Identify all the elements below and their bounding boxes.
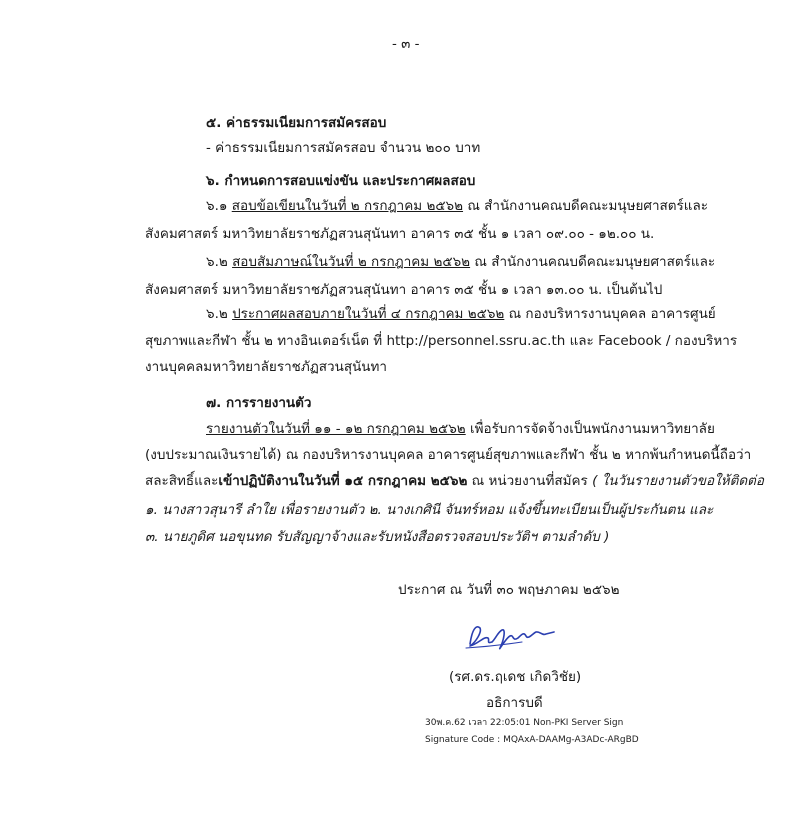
item-6-1-line-1 <box>206 196 708 216</box>
report-start-date: เข้าปฏิบัติงานในวันที่ ๑๕ กรกฎาคม ๒๕๖๒ <box>218 473 468 489</box>
handwritten-signature <box>462 618 562 656</box>
announce-date: ประกาศ ณ วันที่ ๓๐ พฤษภาคม ๒๕๖๒ <box>398 582 620 598</box>
report-contacts-line-1: ๑. นางสาวสุนารี ลำใย เพื่อรายงานตัว ๒. นางเกศินี จันทร์หอม แจ้งขึ้นทะเบียนเป็นผู้ประกันตน และ <box>145 502 714 518</box>
page-number: - ๓ - <box>392 36 420 52</box>
report-line-2: (งบประมาณเงินรายได้) ณ กองบริหารงานบุคคล อาคารศูนย์สุขภาพและกีฬา ชั้น ๒ หากพ้นกำหนดนี้ถือว่า <box>145 447 752 463</box>
item-6-3-line-1 <box>206 304 716 324</box>
item-6-3-line-3: งานบุคคลมหาวิทยาลัยราชภัฏสวนสุนันทา <box>145 359 388 375</box>
signatory-position: อธิการบดี <box>486 695 543 711</box>
item-6-1-number: ๖.๑ <box>206 198 232 214</box>
item-6-1-line-2: สังคมศาสตร์ มหาวิทยาลัยราชภัฏสวนสุนันทา อาคาร ๓๕ ชั้น ๑ เวลา ๐๙.๐๐ - ๑๒.๐๐ น. <box>145 226 655 242</box>
report-contact-note: ( ในวันรายงานตัวขอให้ติดต่อ <box>592 473 765 489</box>
report-line-1 <box>206 419 715 439</box>
item-6-3-line-2: สุขภาพและกีฬา ชั้น ๒ ทางอินเตอร์เน็ต ที่ http://personnel.ssru.ac.th และ Facebook / กองบริหาร <box>145 333 738 349</box>
signature-code: Signature Code : MQAxA-DAAMg-A3ADc-ARgBD <box>425 735 639 745</box>
item-6-2-date: สอบสัมภาษณ์ในวันที่ ๒ กรกฎาคม ๒๕๖๒ <box>232 254 471 270</box>
item-6-2-location: ณ สำนักงานคณบดีคณะมนุษยศาสตร์และ <box>470 254 716 270</box>
report-dates: รายงานตัวในวันที่ ๑๑ - ๑๒ กรกฎาคม ๒๕๖๒ <box>206 421 466 437</box>
section-6-heading: ๖. กำหนดการสอบแข่งขัน และประกาศผลสอบ <box>206 173 476 189</box>
report-forfeit-text: สละสิทธิ์และ <box>145 473 219 489</box>
item-6-2-number: ๖.๒ <box>206 254 233 270</box>
item-6-3-location: ณ กองบริหารงานบุคคล อาคารศูนย์ <box>504 306 716 322</box>
sign-timestamp: 30พ.ค.62 เวลา 22:05:01 Non-PKI Server Sign <box>425 718 624 728</box>
item-6-1-date: สอบข้อเขียนในวันที่ ๒ กรกฎาคม ๒๕๖๒ <box>231 198 464 214</box>
report-line-3 <box>145 471 764 491</box>
item-6-3-date: ประกาศผลสอบภายในวันที่ ๔ กรกฎาคม ๒๕๖๒ <box>232 306 505 322</box>
report-purpose: เพื่อรับการจัดจ้างเป็นพนักงานมหาวิทยาลัย <box>465 421 715 437</box>
signatory-name: (รศ.ดร.ฤเดช เกิดวิชัย) <box>449 669 582 685</box>
section-7-heading: ๗. การรายงานตัว <box>206 395 312 411</box>
item-6-2-line-1 <box>206 252 715 272</box>
report-contacts-line-2: ๓. นายภูดิศ นอขุนทด รับสัญญาจ้างและรับหนังสือตรวจสอบประวัติฯ ตามลำดับ ) <box>145 529 610 545</box>
report-unit-text: ณ หน่วยงานที่สมัคร <box>467 473 593 489</box>
item-6-3-number: ๖.๒ <box>206 306 233 322</box>
section-5-heading: ๕. ค่าธรรมเนียมการสมัครสอบ <box>206 115 387 131</box>
item-6-2-line-2: สังคมศาสตร์ มหาวิทยาลัยราชภัฏสวนสุนันทา อาคาร ๓๕ ชั้น ๑ เวลา ๑๓.๐๐ น. เป็นต้นไป <box>145 282 663 298</box>
section-5-fee-line: - ค่าธรรมเนียมการสมัครสอบ จำนวน ๒๐๐ บาท <box>206 140 481 156</box>
item-6-1-location: ณ สำนักงานคณบดีคณะมนุษยศาสตร์และ <box>463 198 709 214</box>
